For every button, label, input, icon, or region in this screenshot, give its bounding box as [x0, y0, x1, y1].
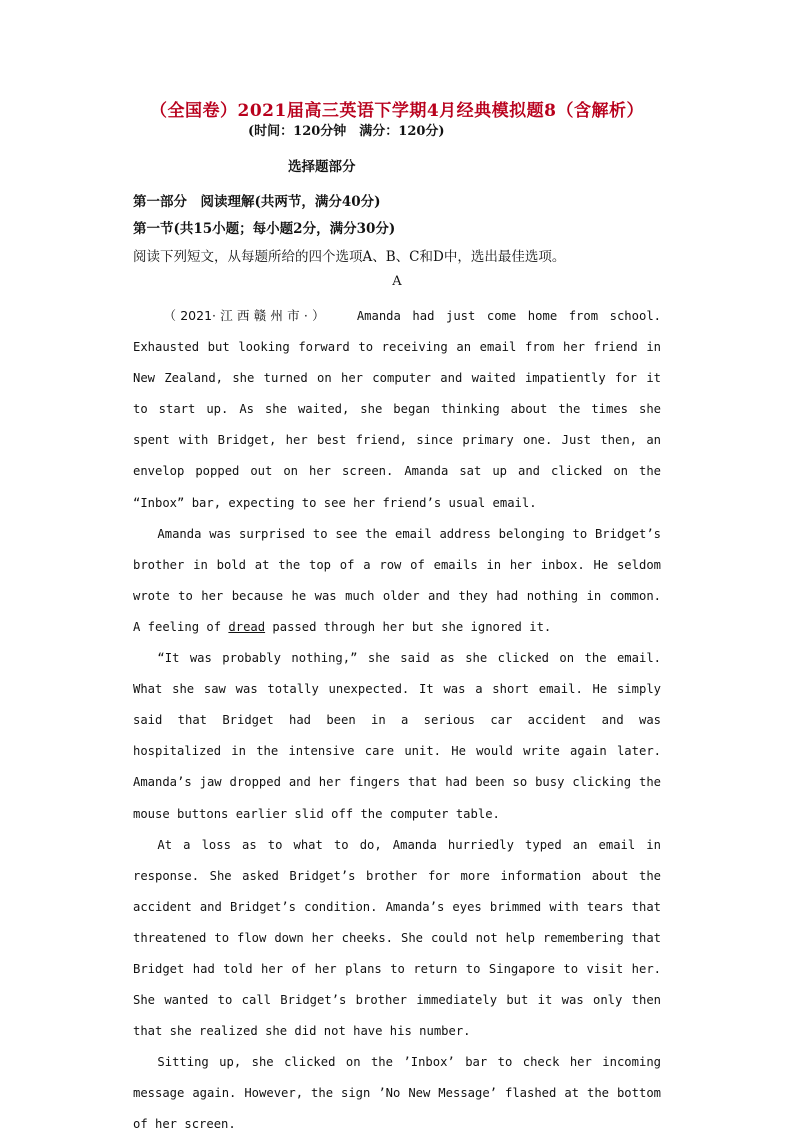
exam-meta: (时间：120分钟 满分：120分): [248, 124, 445, 139]
underlined-word: dread: [228, 619, 266, 634]
section-label: 选择题部分: [288, 159, 356, 175]
instruction-text: 阅读下列短文，从每题所给的四个选项A、B、C和D中，选出最佳选项。: [133, 249, 566, 265]
part-heading: 第一部分 阅读理解(共两节，满分40分): [133, 194, 381, 210]
paragraph-1: [133, 300, 661, 519]
passage-letter: A: [392, 274, 402, 289]
paragraph-4: At a loss as to what to do, Amanda hurriedly typed an email in response. She asked Bridget’s brother for more information about the accident and Bridget’s condition. Amanda’s eyes brimmed with tears that threatened to flow down her cheeks. She could not help remembering that Bridget had told her of her plans to return to Singapore to visit her. She wanted to call Bridget’s brother immediately but it was only then that she realized she did not have his number.: [133, 837, 661, 1039]
paragraph-2-text-a: Amanda was surprised to see the email address belonging to Bridget’s brother in bold at the top of a row of emails in her inbox. He seldom wrote to her because he was much older and they had nothing in common. A feeling of: [133, 526, 661, 634]
section-heading: 第一节(共15小题；每小题2分，满分30分): [133, 221, 396, 237]
passage-source: （2021·江西赣州市·）: [163, 308, 329, 323]
paragraph-5: Sitting up, she clicked on the ’Inbox’ bar to check her incoming message again. However, the sign ’No New Message’ flashed at the bottom of her screen.: [133, 1055, 661, 1132]
paragraph-2: [133, 519, 661, 643]
paragraph-2-text-b: passed through her but she ignored it.: [265, 619, 552, 634]
paragraph-1-text: Amanda had just come home from school. Exhausted but looking forward to receiving an email from her friend in New Zealand, she turned on her computer and waited impatiently for it to start up. As she waited, she began thinking about the times she spent with Bridget, her best friend, since primary one. Just then, an envelop popped out on her screen. Amanda sat up and clicked on the “Inbox” bar, expecting to see her friend’s usual email.: [133, 309, 661, 510]
document-title: （全国卷）2021届高三英语下学期4月经典模拟题8（含解析）: [150, 101, 644, 121]
paragraph-3: “It was probably nothing,” she said as she clicked on the email. What she saw was totally unexpected. It was a short email. He simply said that Bridget had been in a serious car accident and was hospitalized in the intensive care unit. He would write again later. Amanda’s jaw dropped and her fingers that had been so busy clicking the mouse buttons earlier slid off the computer table.: [133, 651, 661, 821]
passage-body: [133, 300, 661, 1141]
